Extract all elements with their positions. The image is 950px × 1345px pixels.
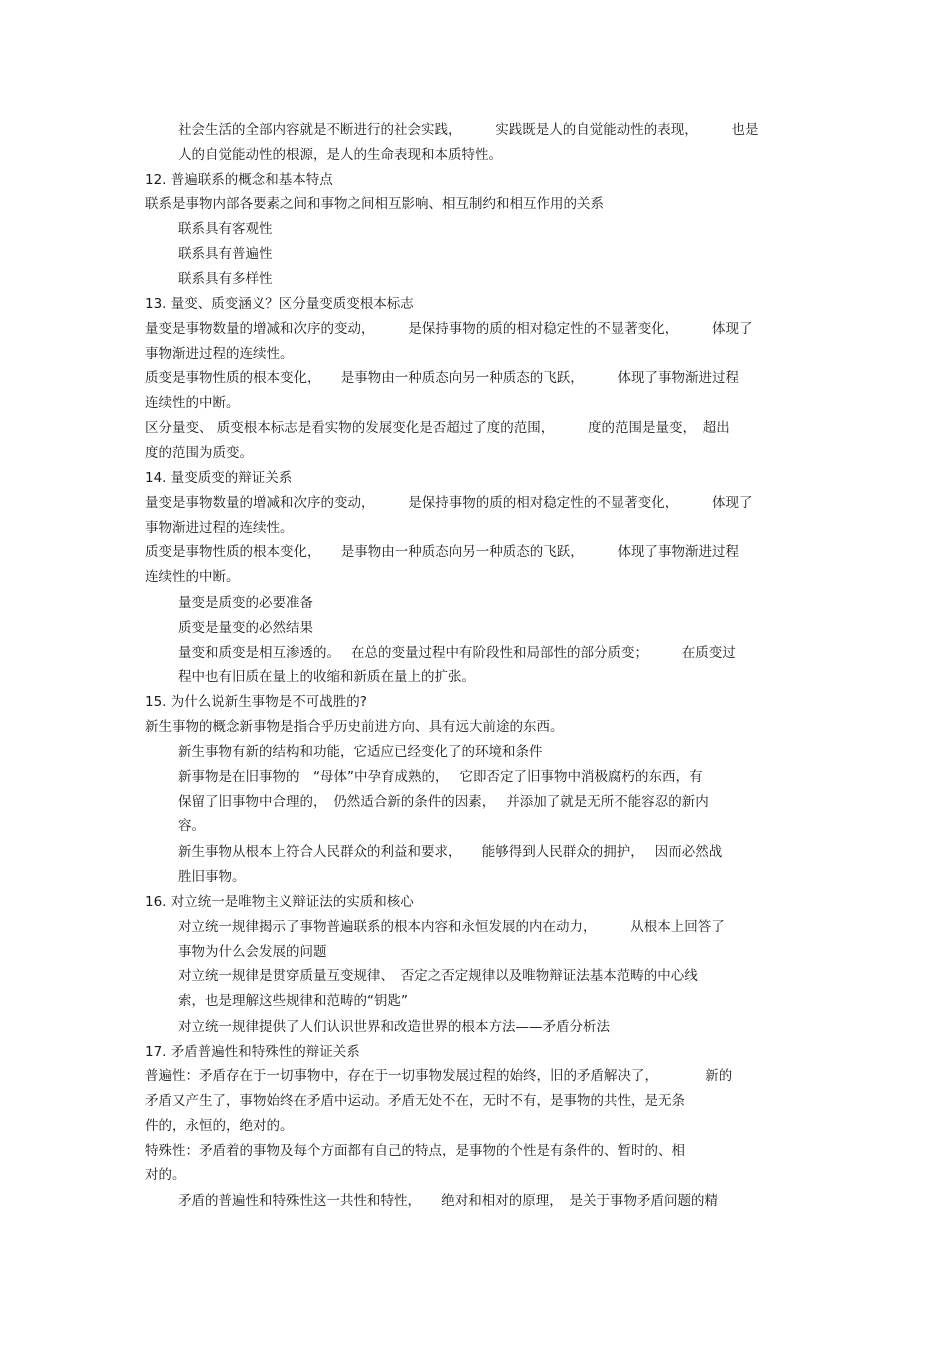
list-item: 量变和质变是相互渗透的。 在总的变量过程中有阶段性和局部性的部分质变； 在质变过	[178, 645, 736, 661]
list-item: 新事物是在旧事物的 “母体”中孕育成熟的， 它即否定了旧事物中消极腐朽的东西，有	[178, 769, 703, 785]
text-line: 连续性的中断。	[145, 569, 240, 585]
list-item: 联系具有普遍性	[178, 246, 273, 262]
text-line: 事物渐进过程的连续性。	[145, 520, 294, 536]
text-line: 度的范围为质变。	[145, 445, 253, 461]
text-line: 胜旧事物。	[178, 869, 246, 885]
section-heading: 12. 普遍联系的概念和基本特点	[145, 172, 333, 188]
text-line: 容。	[178, 818, 205, 834]
text-line: 质变是事物性质的根本变化， 是事物由一种质态向另一种质态的飞跃， 体现了事物渐进过程	[145, 370, 739, 386]
text-line: 事物为什么会发展的问题	[178, 944, 327, 960]
text-line: 索，也是理解这些规律和范畴的“钥匙”	[178, 993, 408, 1009]
text-line: 人的自觉能动性的根源，是人的生命表现和本质特性。	[178, 147, 502, 163]
text-line: 对的。	[145, 1167, 186, 1183]
section-heading: 15. 为什么说新生事物是不可战胜的?	[145, 694, 367, 710]
list-item: 量变是质变的必要准备	[178, 595, 313, 611]
text-line: 程中也有旧质在量上的收缩和新质在量上的扩张。	[178, 669, 475, 685]
text-line: 区分量变、 质变根本标志是看实物的发展变化是否超过了度的范围， 度的范围是量变， 超出	[145, 420, 730, 436]
list-item: 新生事物从根本上符合人民群众的利益和要求， 能够得到人民群众的拥护， 因而必然战	[178, 844, 723, 860]
section-heading: 17. 矛盾普遍性和特殊性的辩证关系	[145, 1044, 360, 1060]
text-line: 量变是事物数量的增减和次序的变动， 是保持事物的质的相对稳定性的不显著变化， 体现了	[145, 321, 753, 337]
text-line: 联系是事物内部各要素之间和事物之间相互影响、相互制约和相互作用的关系	[145, 196, 604, 212]
text-line: 矛盾的普遍性和特殊性这一共性和特性， 绝对和相对的原理， 是关于事物矛盾问题的精	[178, 1193, 718, 1209]
text-line: 矛盾又产生了，事物始终在矛盾中运动。矛盾无处不在，无时不有，是事物的共性，是无条	[145, 1093, 685, 1109]
section-heading: 13. 量变、质变涵义？区分量变质变根本标志	[145, 296, 414, 312]
text-line: 件的，永恒的，绝对的。	[145, 1118, 294, 1134]
text-line: 社会生活的全部内容就是不断进行的社会实践， 实践既是人的自觉能动性的表现， 也是	[178, 122, 759, 138]
list-item: 联系具有多样性	[178, 271, 273, 287]
list-item: 对立统一规律提供了人们认识世界和改造世界的根本方法——矛盾分析法	[178, 1019, 610, 1035]
list-item: 新生事物有新的结构和功能，它适应已经变化了的环境和条件	[178, 744, 543, 760]
text-line: 质变是事物性质的根本变化， 是事物由一种质态向另一种质态的飞跃， 体现了事物渐进过程	[145, 544, 739, 560]
section-heading: 16. 对立统一是唯物主义辩证法的实质和核心	[145, 894, 414, 910]
text-line: 普遍性：矛盾存在于一切事物中，存在于一切事物发展过程的始终，旧的矛盾解决了， 新的	[145, 1068, 733, 1084]
text-line: 连续性的中断。	[145, 395, 240, 411]
text-line: 事物渐进过程的连续性。	[145, 346, 294, 362]
text-line: 量变是事物数量的增减和次序的变动， 是保持事物的质的相对稳定性的不显著变化， 体现了	[145, 495, 753, 511]
list-item: 联系具有客观性	[178, 221, 273, 237]
list-item: 对立统一规律是贯穿质量互变规律、 否定之否定规律以及唯物辩证法基本范畴的中心线	[178, 968, 698, 984]
list-item: 对立统一规律揭示了事物普遍联系的根本内容和永恒发展的内在动力， 从根本上回答了	[178, 919, 725, 935]
list-item: 质变是量变的必然结果	[178, 620, 313, 636]
section-heading: 14. 量变质变的辩证关系	[145, 470, 293, 486]
text-line: 新生事物的概念新事物是指合乎历史前进方向、具有远大前途的东西。	[145, 719, 564, 735]
text-line: 保留了旧事物中合理的， 仍然适合新的条件的因素， 并添加了就是无所不能容忍的新内	[178, 794, 709, 810]
text-line: 特殊性：矛盾着的事物及每个方面都有自己的特点，是事物的个性是有条件的、暂时的、相	[145, 1143, 685, 1159]
